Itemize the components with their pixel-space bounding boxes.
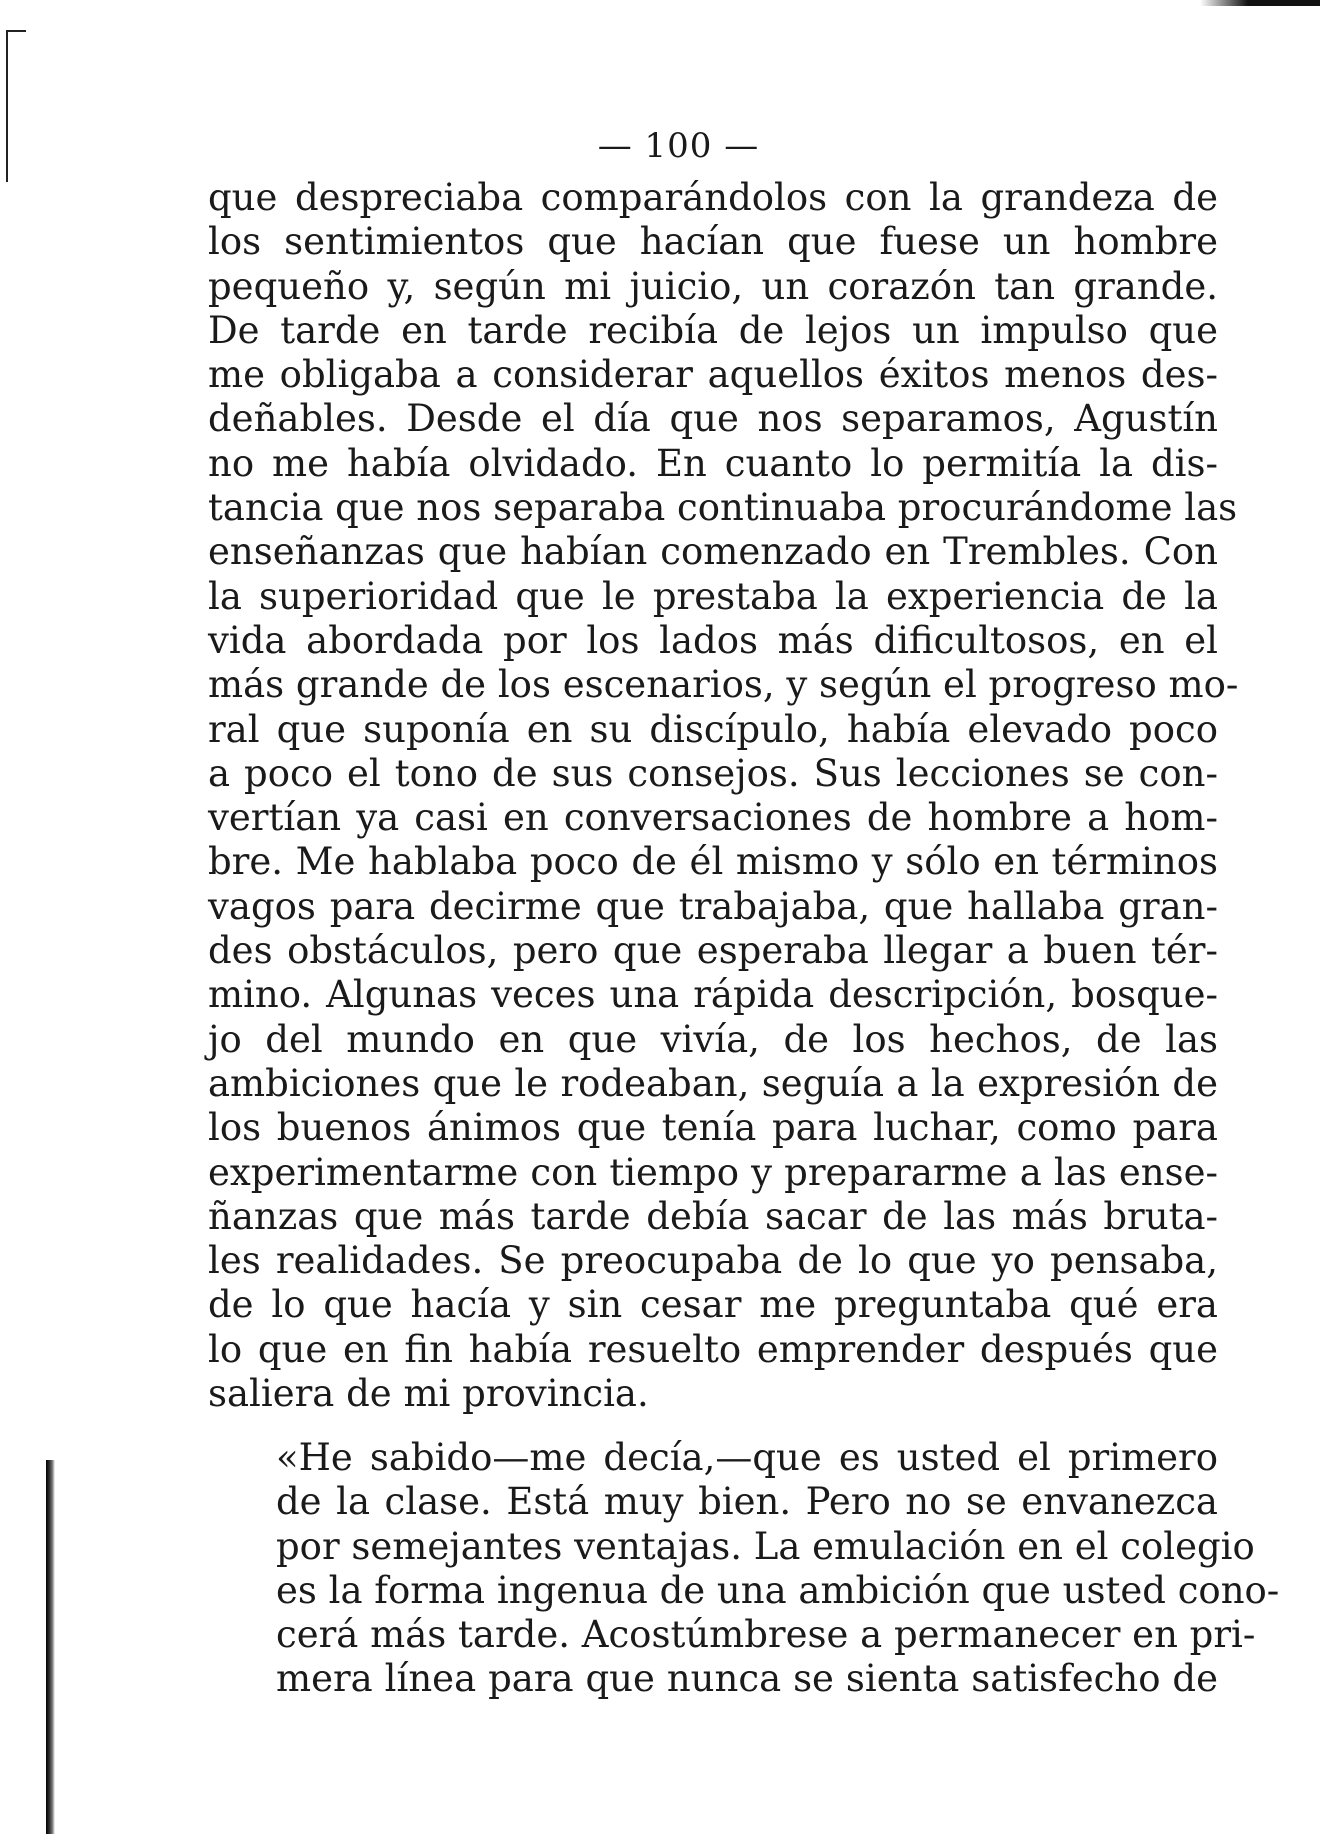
- text-line: ñanzas que más tarde debía sacar de las más bruta-: [208, 1194, 1218, 1238]
- text-line: vertían ya casi en conversaciones de hombre a hom-: [208, 796, 1218, 840]
- text-line: ral que suponía en su discípulo, había elevado poco: [208, 707, 1218, 751]
- text-line: mino. Algunas veces una rápida descripción, bosque-: [208, 973, 1218, 1017]
- text-line: los buenos ánimos que tenía para luchar, como para: [208, 1106, 1218, 1150]
- text-line: la superioridad que le prestaba la experiencia de la: [208, 574, 1218, 618]
- text-line: enseñanzas que habían comenzado en Trembles. Con: [208, 530, 1218, 574]
- text-line: bre. Me hablaba poco de él mismo y sólo en términos: [208, 840, 1218, 884]
- text-line: mera línea para que nunca se sienta satisfecho de: [276, 1657, 1218, 1701]
- text-line: De tarde en tarde recibía de lejos un impulso que: [208, 308, 1218, 352]
- text-line: vagos para decirme que trabajaba, que hallaba gran-: [208, 884, 1218, 928]
- text-line: pequeño y, según mi juicio, un corazón tan grande.: [208, 264, 1218, 308]
- text-line: me obligaba a considerar aquellos éxitos menos des-: [208, 353, 1218, 397]
- text-line: no me había olvidado. En cuanto lo permitía la dis-: [208, 441, 1218, 485]
- text-line: de lo que hacía y sin cesar me preguntaba qué era: [208, 1283, 1218, 1327]
- text-line: deñables. Desde el día que nos separamos, Agustín: [208, 397, 1218, 441]
- text-line: de la clase. Está muy bien. Pero no se envanezca: [276, 1480, 1218, 1524]
- text-line: que despreciaba comparándolos con la grandeza de: [208, 176, 1218, 219]
- text-line: saliera de mi provincia.: [208, 1372, 649, 1416]
- paragraph-1: [208, 176, 1239, 1416]
- text-line: tancia que nos separaba continuaba procurándome las: [208, 486, 1238, 530]
- scan-edge-mark-top: [1200, 0, 1320, 6]
- text-line: es la forma ingenua de una ambición que usted cono-: [276, 1568, 1280, 1612]
- text-line: des obstáculos, pero que esperaba llegar a buen tér-: [208, 929, 1218, 973]
- text-line: lo que en fin había resuelto emprender después que: [208, 1327, 1218, 1371]
- text-line: a poco el tono de sus consejos. Sus lecciones se con-: [208, 751, 1218, 795]
- text-line: experimentarme con tiempo y prepararme a las ense-: [208, 1150, 1218, 1194]
- text-line: cerá más tarde. Acostúmbrese a permanecer en pri-: [276, 1613, 1256, 1657]
- text-line: jo del mundo en que vivía, de los hechos, de las: [208, 1017, 1218, 1061]
- text-line: «He sabido—me decía,—que es usted el primero: [276, 1436, 1218, 1479]
- text-line: los sentimientos que hacían que fuese un hombre: [208, 220, 1218, 264]
- text-line: ambiciones que le rodeaban, seguía a la expresión de: [208, 1061, 1218, 1105]
- page-number: — 100 —: [597, 126, 760, 166]
- paragraph-2: [276, 1436, 1280, 1702]
- scan-edge-mark-left-bottom: [46, 1460, 55, 1834]
- text-line: les realidades. Se preocupaba de lo que yo pensaba,: [208, 1239, 1218, 1283]
- text-line: por semejantes ventajas. La emulación en el colegio: [276, 1524, 1255, 1568]
- text-line: vida abordada por los lados más dificultosos, en el: [208, 618, 1218, 662]
- text-line: más grande de los escenarios, y según el progreso mo-: [208, 663, 1239, 707]
